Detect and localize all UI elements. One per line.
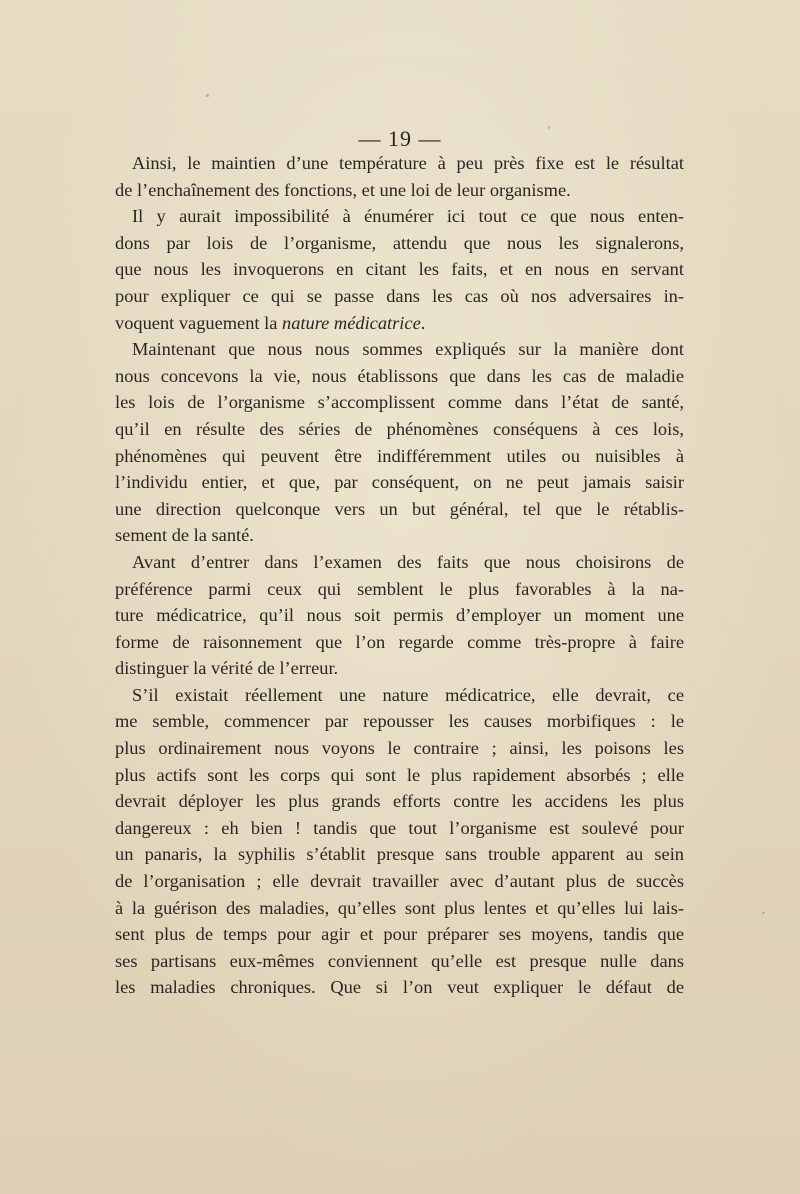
text-line: de l’enchaînement des fonctions, et une loi de leur organisme. <box>115 179 571 200</box>
text-line: dons par lois de l’organisme, attendu que nous les signalerons, <box>115 232 684 253</box>
paper-speck <box>762 912 765 914</box>
text-line: Ainsi, le maintien d’une température à peu près fixe est le résultat <box>132 153 684 173</box>
text-line: préférence parmi ceux qui semblent le plus favorables à la na- <box>115 578 684 599</box>
text-line: me semble, commencer par repousser les causes morbifiques : le <box>115 711 684 732</box>
text-line: ses partisans eux-mêmes conviennent qu’elle est presque nulle dans <box>115 950 684 971</box>
text-line: distinguer la vérité de l’erreur. <box>115 658 339 679</box>
body-text <box>115 150 684 1001</box>
text-line: pour expliquer ce qui se passe dans les cas où nos adversaires in- <box>115 285 684 306</box>
text-line: qu’il en résulte des séries de phénomènes conséquens à ces lois, <box>115 418 684 439</box>
text-line: devrait déployer les plus grands efforts contre les accidens les plus <box>115 791 684 812</box>
line-suffix: . <box>420 312 426 333</box>
text-line: plus actifs sont les corps qui sont le plus rapidement absorbés ; elle <box>115 764 684 785</box>
text-line <box>115 310 684 337</box>
text-line: Il y aurait impossibilité à énumérer ici tout ce que nous enten- <box>132 206 684 227</box>
text-line: Maintenant que nous nous sommes expliqués sur la manière dont <box>132 339 684 360</box>
page-number: — 19 — <box>358 126 442 151</box>
text-line: S’il existait réellement une nature médicatrice, elle devrait, ce <box>132 684 684 705</box>
text-line: une direction quelconque vers un but général, tel que le rétablis- <box>115 498 684 519</box>
paragraph-3 <box>115 336 684 549</box>
text-line: à la guérison des maladies, qu’elles sont plus lentes et qu’elles lui lais- <box>115 897 684 918</box>
text-line: sement de la santé. <box>115 525 254 546</box>
paper-speck <box>206 94 209 97</box>
paragraph-2 <box>115 203 684 336</box>
paragraph-4 <box>115 549 684 682</box>
line-prefix: voquent vaguement la <box>115 312 282 333</box>
text-line: de l’organisation ; elle devrait travailler avec d’autant plus de succès <box>115 871 684 892</box>
text-line: ture médicatrice, qu’il nous soit permis d’employer un moment une <box>115 605 684 626</box>
text-line: nous concevons la vie, nous établissons que dans les cas de maladie <box>115 365 684 386</box>
text-line: plus ordinairement nous voyons le contraire ; ainsi, les poisons les <box>115 738 684 759</box>
text-line: les lois de l’organisme s’accomplissent comme dans l’état de santé, <box>115 392 684 413</box>
text-line: que nous les invoquerons en citant les faits, et en nous en servant <box>115 259 684 280</box>
text-line: un panaris, la syphilis s’établit presque sans trouble apparent au sein <box>115 844 684 865</box>
text-line: Avant d’entrer dans l’examen des faits que nous choisirons de <box>132 551 684 572</box>
italic-term: nature médicatrice <box>282 312 421 333</box>
text-line: phénomènes qui peuvent être indifféremment utiles ou nuisibles à <box>115 445 684 466</box>
text-line: dangereux : eh bien ! tandis que tout l’organisme est soulevé pour <box>115 817 684 838</box>
text-line: l’individu entier, et que, par conséquent, on ne peut jamais saisir <box>115 472 684 493</box>
text-line: sent plus de temps pour agir et pour préparer ses moyens, tandis que <box>115 924 684 945</box>
paragraph-1 <box>115 150 684 203</box>
paragraph-5 <box>115 682 684 1001</box>
text-line: les maladies chroniques. Que si l’on veut expliquer le défaut de <box>115 977 684 998</box>
text-line: forme de raisonnement que l’on regarde comme très-propre à faire <box>115 631 684 652</box>
